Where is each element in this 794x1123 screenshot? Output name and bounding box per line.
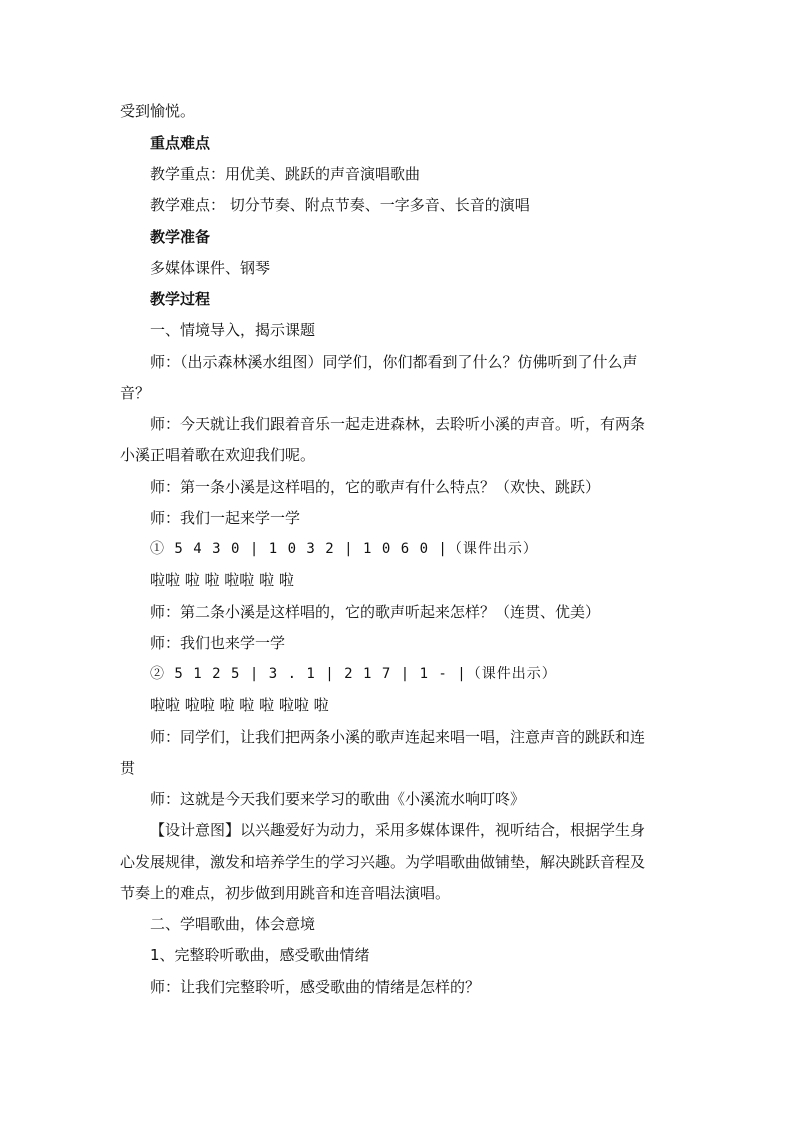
text-line: 小溪正唱着歌在欢迎我们呢。 [120, 446, 316, 464]
text-line: 音？ [120, 384, 151, 402]
lyrics-line: 啦啦 啦 啦 啦啦 啦 啦 [150, 571, 294, 589]
text-line: 节奏上的难点，初步做到用跳音和连音唱法演唱。 [120, 884, 451, 902]
section-heading: 教学过程 [150, 290, 211, 308]
section-heading: 教学准备 [150, 228, 211, 246]
text-line: 师：第一条小溪是这样唱的，它的歌声有什么特点？（欢快、跳跃） [150, 478, 601, 496]
text-line: 一、情境导入，揭示课题 [150, 321, 316, 339]
text-line: 受到愉悦。 [120, 102, 196, 120]
text-line: 师：让我们完整聆听，感受歌曲的情绪是怎样的？ [150, 978, 481, 996]
notation-line: ① 5 4 3 0 | 1 0 3 2 | 1 0 6 0 |（课件出示） [150, 541, 538, 557]
text-line: 师：同学们，让我们把两条小溪的歌声连起来唱一唱，注意声音的跳跃和连 [150, 728, 646, 746]
text-line: 师：今天就让我们跟着音乐一起走进森林，去聆听小溪的声音。听，有两条 [150, 415, 646, 433]
text-line: 教学重点：用优美、跳跃的声音演唱歌曲 [150, 165, 421, 183]
text-line: 【设计意图】以兴趣爱好为动力，采用多媒体课件，视听结合，根据学生身 [150, 821, 646, 839]
text-line: 教学难点： 切分节奏、附点节奏、一字多音、长音的演唱 [150, 196, 530, 214]
text-line: 心发展规律，激发和培养学生的学习兴趣。为学唱歌曲做铺垫，解决跳跃音程及 [120, 853, 646, 871]
notation-line: ② 5 1 2 5 | 3 . 1 | 2 1 7 | 1 - |（课件出示） [150, 666, 557, 682]
text-line: 师：第二条小溪是这样唱的，它的歌声听起来怎样？（连贯、优美） [150, 603, 601, 621]
text-line: 师：这就是今天我们要来学习的歌曲《小溪流水响叮咚》 [150, 790, 526, 808]
text-line: 二、学唱歌曲，体会意境 [150, 915, 316, 933]
text-line: 师：我们也来学一学 [150, 634, 286, 652]
lyrics-line: 啦啦 啦啦 啦 啦 啦 啦啦 啦 [150, 696, 329, 714]
text-line: 师：（出示森林溪水组图）同学们，你们都看到了什么？仿佛听到了什么声 [150, 353, 638, 371]
text-line: 多媒体课件、钢琴 [150, 259, 271, 277]
text-line: 1、完整聆听歌曲，感受歌曲情绪 [150, 946, 370, 964]
text-line: 贯 [120, 759, 136, 777]
section-heading: 重点难点 [150, 134, 211, 152]
text-line: 师：我们一起来学一学 [150, 509, 301, 527]
